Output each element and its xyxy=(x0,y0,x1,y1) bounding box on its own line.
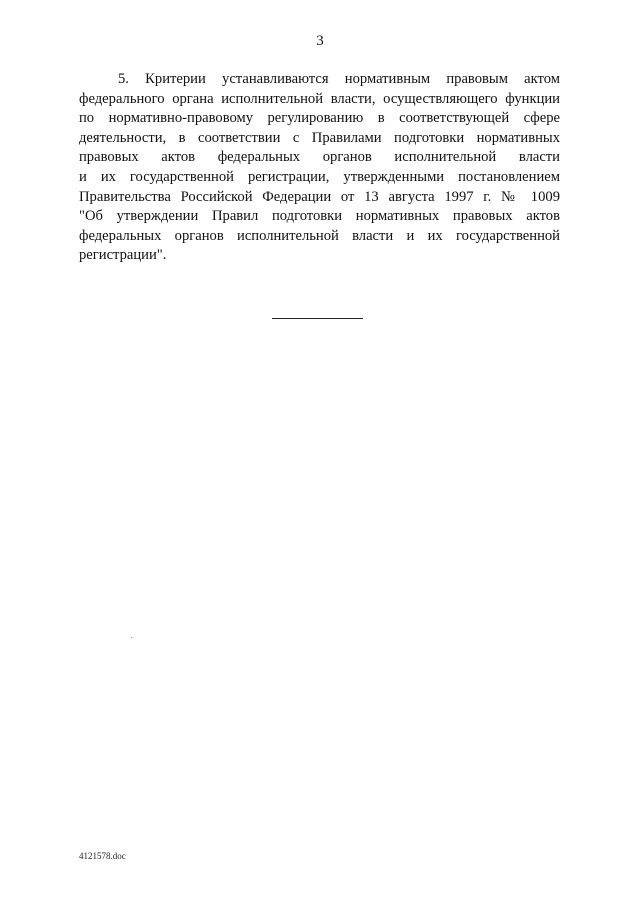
paragraph-line: по нормативно-правовому регулированию в соответствующей сфере xyxy=(79,110,560,127)
end-divider xyxy=(272,318,363,319)
body-paragraph xyxy=(79,70,560,266)
paragraph-line: и их государственной регистрации, утвержденными постановлением xyxy=(79,168,560,185)
scan-speck xyxy=(131,637,132,638)
paragraph-line: федеральных органов исполнительной власти и их государственной xyxy=(79,227,560,244)
paragraph-line: 5. Критерии устанавливаются нормативным правовым актом xyxy=(118,71,560,87)
paragraph-line: деятельности, в соответствии с Правилами подготовки нормативных xyxy=(79,129,560,146)
paragraph-line: регистрации". xyxy=(79,247,167,264)
paragraph-line: правовых актов федеральных органов исполнительной власти xyxy=(79,149,560,166)
paragraph-line: Правительства Российской Федерации от 13 августа 1997 г. № 1009 xyxy=(79,188,560,205)
document-id: 4121578.doc xyxy=(79,851,126,861)
page-number: 3 xyxy=(316,33,324,49)
paragraph-line: федерального органа исполнительной власти, осуществляющего функции xyxy=(79,90,560,107)
paragraph-line: "Об утверждении Правил подготовки нормативных правовых актов xyxy=(79,208,560,225)
